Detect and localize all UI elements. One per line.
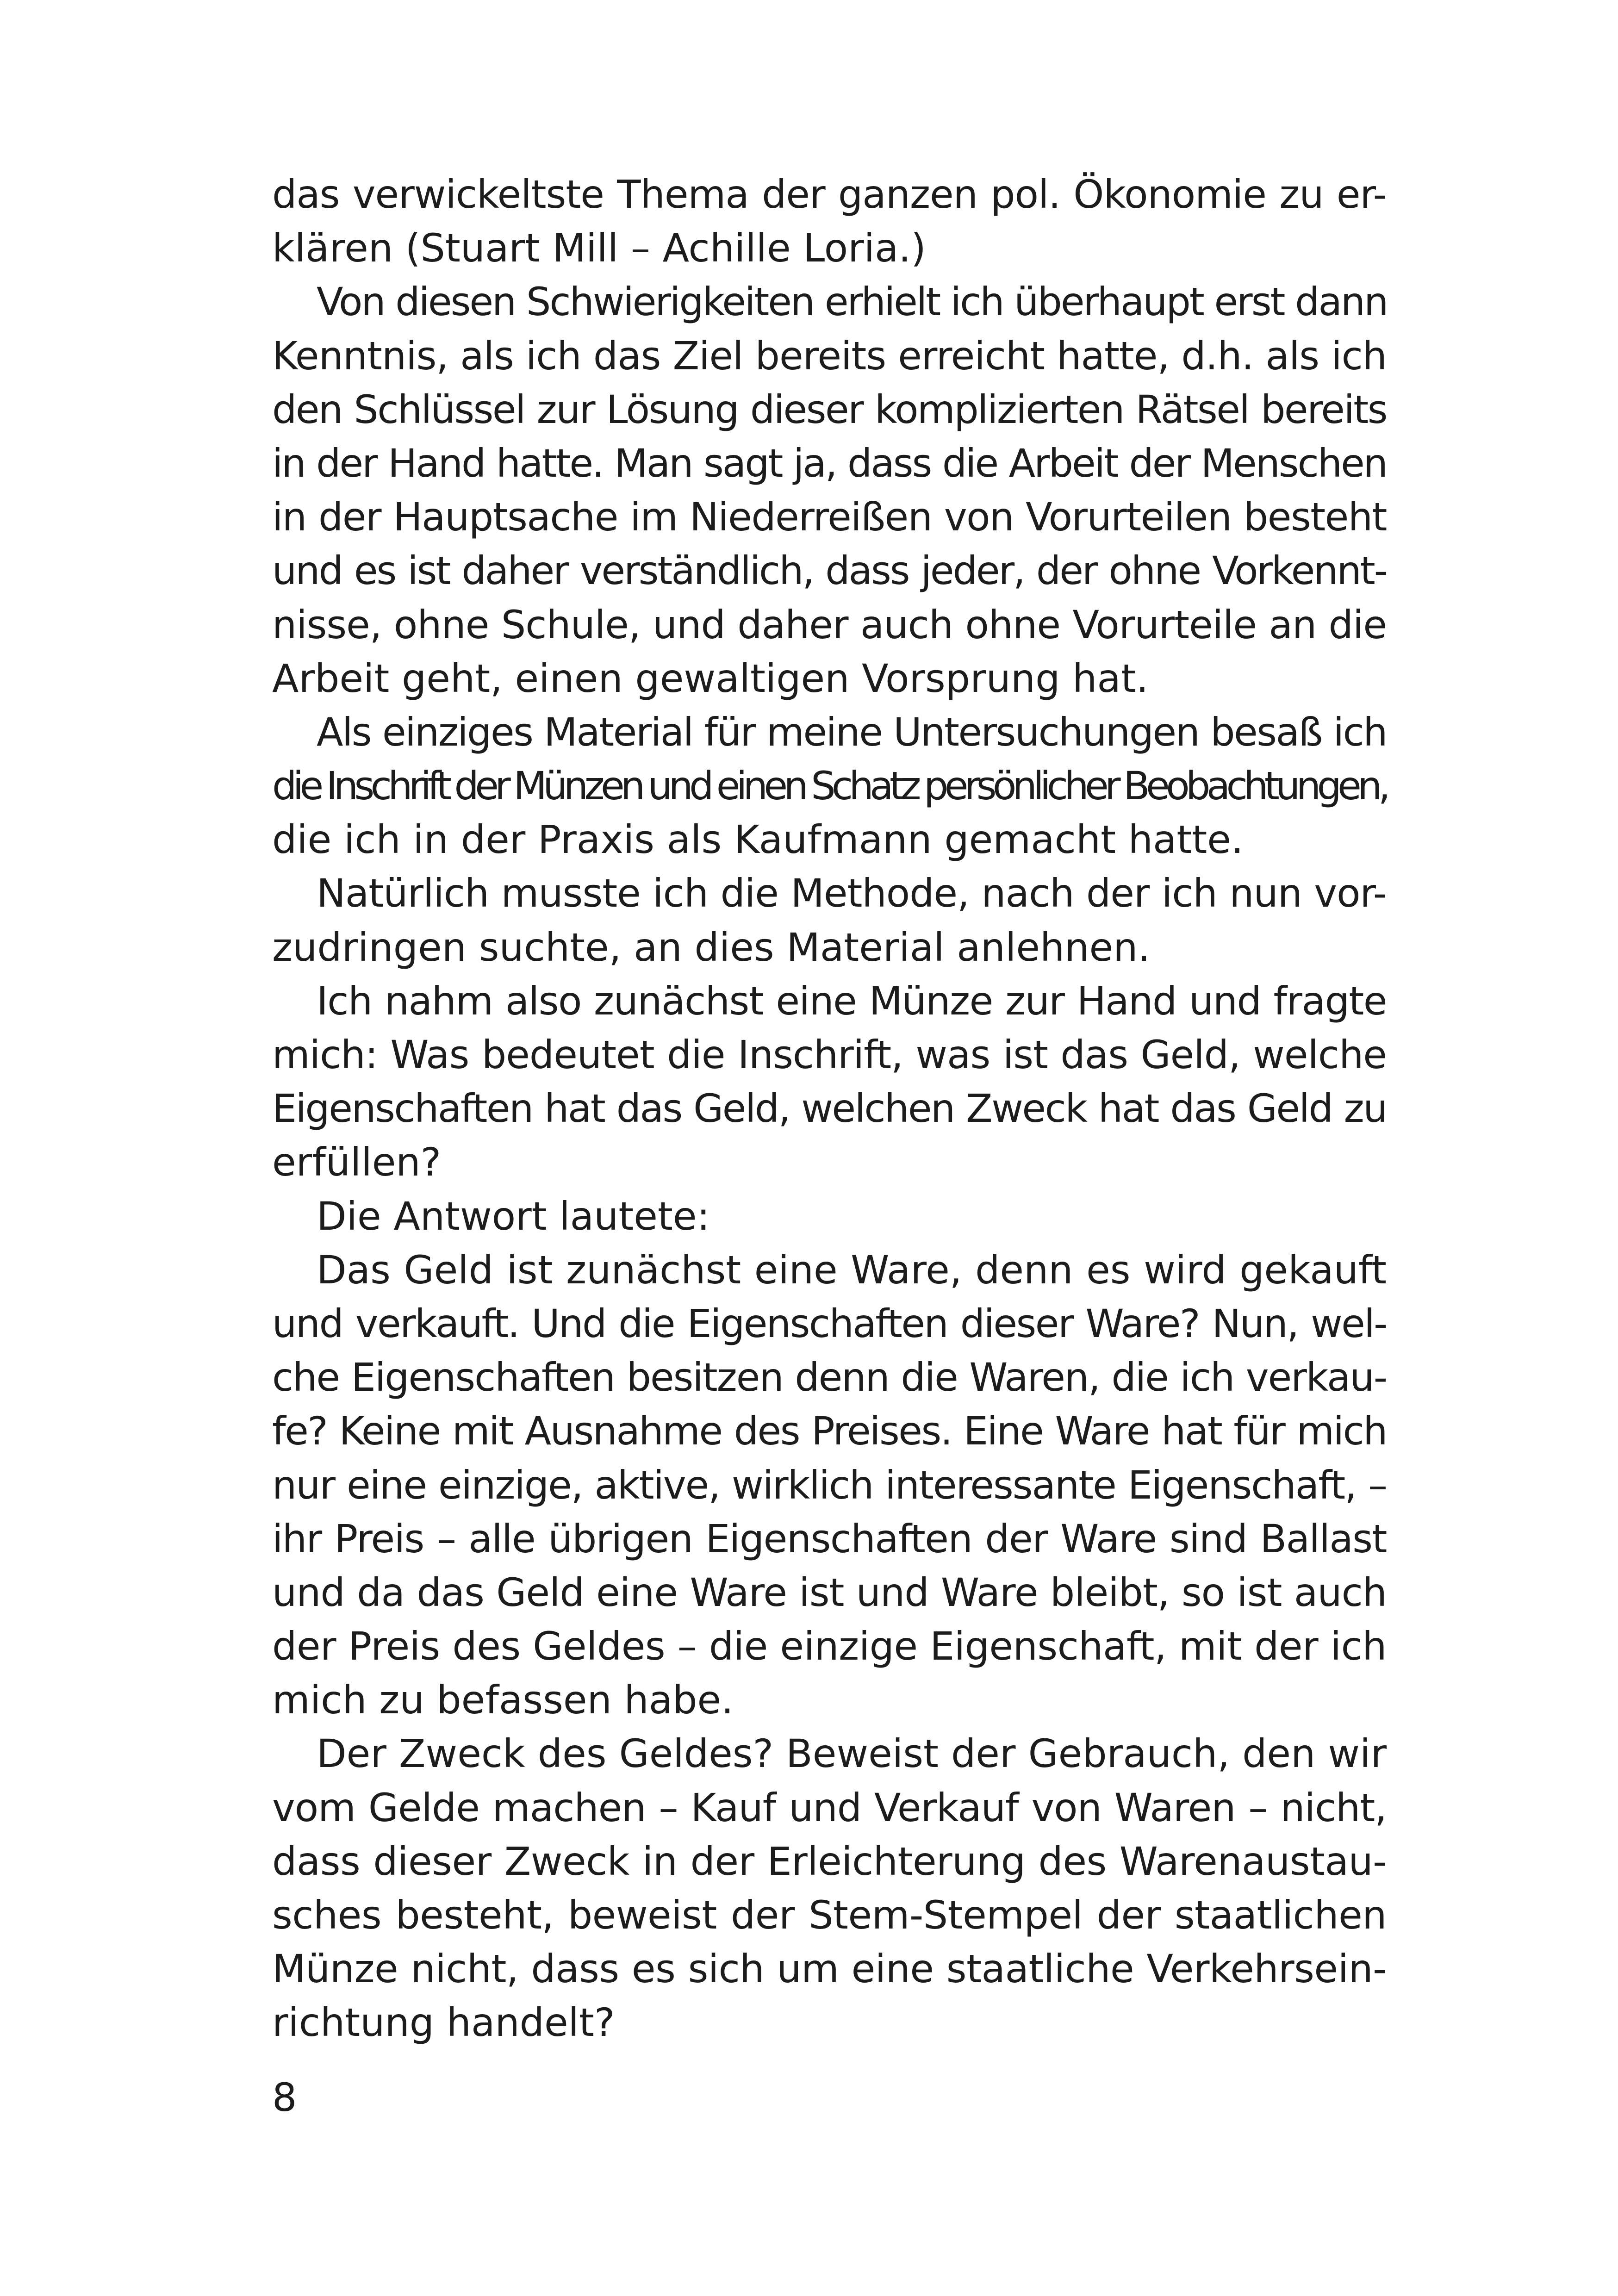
text-line: nisse, ohne Schule, und daher auch ohne Vorurteile an die: [272, 602, 1387, 647]
page-number: 8: [272, 2075, 297, 2120]
text-line: in der Hauptsache im Niederreißen von Vorurteilen besteht: [272, 494, 1387, 540]
text-line: vom Gelde machen – Kauf und Verkauf von Waren – nicht,: [272, 1785, 1387, 1830]
text-line: in der Hand hatte. Man sagt ja, dass die Arbeit der Menschen: [272, 440, 1387, 486]
text-line: richtung handelt?: [272, 2000, 615, 2046]
text-line: fe? Keine mit Ausnahme des Preises. Eine Ware hat für mich: [272, 1408, 1387, 1454]
text-line: che Eigenschaften besitzen denn die Waren, die ich verkau-: [272, 1355, 1387, 1400]
text-line: das verwickeltste Thema der ganzen pol. Ökonomie zu er-: [272, 172, 1387, 217]
body-text: [272, 168, 1387, 2050]
text-line: Natürlich musste ich die Methode, nach der ich nun vor-: [317, 871, 1387, 916]
text-line: Die Antwort lautete:: [317, 1193, 710, 1239]
text-line: mich: Was bedeutet die Inschrift, was ist das Geld, welche: [272, 1032, 1387, 1077]
text-line: die Inschrift der Münzen und einen Schatz persönlicher Beobachtungen,: [272, 763, 1387, 809]
text-line: klären (Stuart Mill – Achille Loria.): [272, 225, 926, 271]
text-line: und verkauft. Und die Eigenschaften dieser Ware? Nun, wel-: [272, 1300, 1387, 1346]
text-line: mich zu befassen habe.: [272, 1677, 734, 1723]
text-line: ihr Preis – alle übrigen Eigenschaften der Ware sind Ballast: [272, 1516, 1387, 1562]
text-line: erfüllen?: [272, 1139, 442, 1185]
text-line: dass dieser Zweck in der Erleichterung des Warenaustau-: [272, 1838, 1387, 1884]
text-line: nur eine einzige, aktive, wirklich interessante Eigenschaft, –: [272, 1462, 1387, 1508]
text-line: der Preis des Geldes – die einzige Eigenschaft, mit der ich: [272, 1624, 1387, 1669]
text-line: Kenntnis, als ich das Ziel bereits erreicht hatte, d.h. als ich: [272, 333, 1387, 379]
text-line: und da das Geld eine Ware ist und Ware bleibt, so ist auch: [272, 1569, 1387, 1615]
text-line: Als einziges Material für meine Untersuchungen besaß ich: [317, 709, 1387, 755]
text-line: Der Zweck des Geldes? Beweist der Gebrauch, den wir: [317, 1731, 1387, 1777]
text-line: die ich in der Praxis als Kaufmann gemacht hatte.: [272, 817, 1244, 863]
text-line: Eigenschaften hat das Geld, welchen Zweck hat das Geld zu: [272, 1086, 1387, 1132]
text-line: sches besteht, beweist der Stem-Stempel der staatlichen: [272, 1892, 1387, 1938]
text-line: Von diesen Schwierigkeiten erhielt ich überhaupt erst dann: [317, 279, 1388, 325]
text-line: Arbeit geht, einen gewaltigen Vorsprung hat.: [272, 655, 1149, 701]
text-line: den Schlüssel zur Lösung dieser komplizierten Rätsel bereits: [272, 386, 1387, 432]
text-line: Münze nicht, dass es sich um eine staatliche Verkehrsein-: [272, 1946, 1387, 1992]
text-line: und es ist daher verständlich, dass jeder, der ohne Vorkennt-: [272, 548, 1387, 594]
text-line: Ich nahm also zunächst eine Münze zur Hand und fragte: [317, 978, 1387, 1024]
text-line: zudringen suchte, an dies Material anlehnen.: [272, 924, 1151, 970]
text-line: Das Geld ist zunächst eine Ware, denn es wird gekauft: [317, 1247, 1387, 1293]
